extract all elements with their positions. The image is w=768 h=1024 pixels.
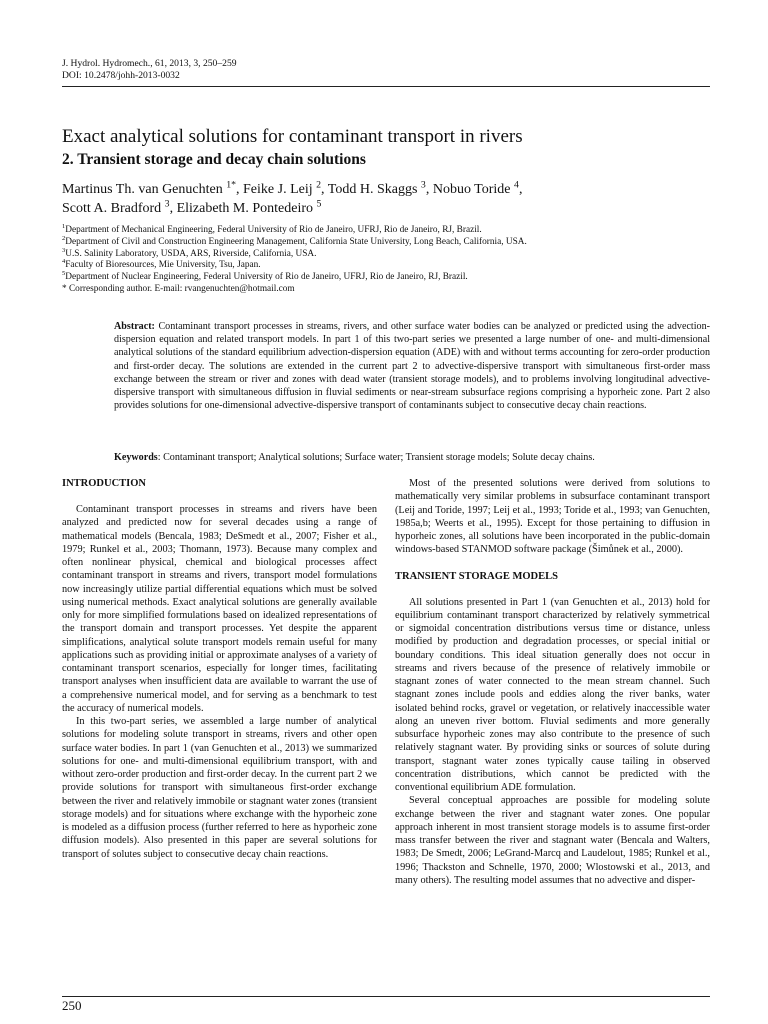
header-rule: [62, 86, 710, 87]
affiliation: $^5$Department of Nuclear Engineering, Federal University of Rio de Janeiro, UFRJ, Rio de Janeiro, RJ, Brazil.: [62, 270, 468, 283]
paragraph: Most of the presented solutions were derived from solutions to mathematically very similar problems in subsurface contaminant transport (Leij and Toride, 1997; Leij et al., 1993; Toride et al., 1993; van Genuchten, 1985a,b; Weerts et al., 1995). Except for those pertaining to diffusion in hyporheic zones, all solutions have been incorporated in the public-domain windows-based STANMOD software package (Šimůnek et al., 2000).: [395, 478, 710, 556]
author: Todd H. Skaggs $^3$,: [327, 179, 433, 197]
keywords: [114, 451, 710, 464]
section-heading-transient-storage: TRANSIENT STORAGE MODELS: [395, 570, 558, 582]
abstract: [114, 320, 710, 412]
author-list: [62, 180, 710, 218]
section-heading-introduction: INTRODUCTION: [62, 478, 147, 489]
abstract-label: Abstract:: [114, 321, 155, 332]
paper-title: Exact analytical solutions for contaminant transport in rivers: [62, 126, 523, 147]
doi-line: DOI: 10.2478/johh-2013-0032: [62, 70, 180, 82]
paper-subtitle: 2. Transient storage and decay chain solutions: [62, 151, 366, 168]
affiliation: $^4$Faculty of Bioresources, Mie University, Tsu, Japan.: [62, 258, 261, 271]
affiliations: [62, 222, 710, 296]
paragraph: All solutions presented in Part 1 (van Genuchten et al., 2013) hold for equilibrium contaminant transport characterized by relatively symmetrical or sigmoidal concentration distributions versus time or distance, unless modified by production and degradation processes, or special initial or boundary conditions. This ideal situation generally does not occur in streams and rivers because of the presence of relatively immobile or stagnant zones of water connected to the mean stream channel. Such stagnant zones include pools and eddies along the river banks, water isolated behind rocks, gravel or vegetation, or relatively inaccessible water along an uneven river bottom. Fluvial sediments and more generally subsurface hyporheic zones may also contribute to the presence of such relatively stagnant water. By providing sinks or sources of solute during transport, stagnant water zones typically cause tailing in observed concentration distributions, which cannot be predicted with the conventional equilibrium ADE formulation.: [395, 596, 710, 793]
affiliation: $^2$Department of Civil and Construction Engineering Management, California State University, Long Beach, California, USA.: [62, 234, 527, 247]
paragraph: Contaminant transport processes in streams and rivers have been analyzed and predicted now for several decades using a range of mathematical models (Bencala, 1983; DeSmedt et al., 2007; Fisher et al., 1979; Runkel et al., 2003; Thomann, 1973). Because many complex and often nonlinear physical, chemical and biological processes affect contaminant transport in streams and rivers, transport model formulations now increasingly utilize partial differential equations which must be solved using numerical methods. Exact analytical solutions are generally available only for more simplified formulations based on idealized representations of the transport domain and transport processes. Yet despite the apparent simplifications, analytical solute transport models remain useful for many applications such as providing initial or approximate analyses of a variety of contaminant transport scenarios, especially for longer times, facilitating transport analyses when insufficient data are available to warrant the use of a comprehensive numerical model, and for serving as a benchmark to test the accuracy of numerical models.: [62, 504, 377, 714]
paragraph: In this two-part series, we assembled a large number of analytical solutions for modeling solute transport in streams, rivers and other open surface water bodies. In part 1 (van Genuchten et al., 2013) we summarized solutions for one- and multi-dimensional equilibrium transport, with and without zero-order production and first-order decay. In the current part 2 we provide solutions for transport with simultaneous first-order exchange between the river and relatively immobile or stagnant water zones (transient storage models) and for situations where exchange with the hyporheic zone is modeled as a diffusion process (further referred to here as hyporheic zone diffusion models). Also presented in this paper are several solutions for transport of solutes subject to consecutive decay chain reactions.: [62, 716, 377, 860]
author: Elizabeth M. Pontedeiro $^5$: [176, 198, 322, 216]
author: Feike J. Leij $^2$,: [243, 179, 328, 197]
corresponding-author: * Corresponding author. E-mail: rvangenuchten@hotmail.com: [62, 283, 295, 294]
affiliation: $^1$Department of Mechanical Engineering, Federal University of Rio de Janeiro, UFRJ, Rio de Janeiro, RJ, Brazil.: [62, 222, 482, 235]
author: Martinus Th. van Genuchten $^{1*}$,: [62, 179, 244, 197]
abstract-text: Contaminant transport processes in streams, rivers, and other surface water bodies can be analyzed or predicted using the advection-dispersion equation and related transport models. In part 1 of this two-part series we presented a large number of one- and multi-dimensional analytical solutions of the standard equilibrium advection-dispersion equation (ADE) with and without terms accounting for zero-order production and first-order decay. The solutions are extended in the current part 2 to advective-dispersive transport with simultaneous first-order mass exchange between the stream or river and zones with dead water (transient storage models), and to problems involving longitudinal advective-dispersive transport with simultaneous diffusion in fluvial sediments or near-stream subsurface regions comprising a hyporheic zone. Part 2 also provides solutions for one-dimensional advective-dispersive transport of contaminants subject to consecutive decay chain reactions.: [114, 321, 710, 412]
left-column: [62, 477, 377, 861]
affiliation: $^3$U.S. Salinity Laboratory, USDA, ARS, Riverside, California, USA.: [62, 246, 317, 259]
keywords-text: : Contaminant transport; Analytical solutions; Surface water; Transient storage models; Solute decay chains.: [157, 452, 595, 463]
author: Scott A. Bradford $^3$,: [62, 198, 177, 216]
paragraph: Several conceptual approaches are possible for modeling solute exchange between the river and stagnant water zones. One popular approach inherent in most transient storage models is to assume first-order mass transfer between the river and stagnant water (Bencala and Walters, 1983; De Smedt, 2006; LeGrand-Marcq and Laudelout, 1985; Runkel et al., 1996; Thackston and Schnelle, 1970, 2000; Wlostowski et al., 2013, and many others). The resulting model assumes that no advective and disper-: [395, 795, 710, 886]
author: Nobuo Toride $^4$,: [432, 179, 523, 197]
journal-line: J. Hydrol. Hydromech., 61, 2013, 3, 250–259: [62, 58, 237, 69]
footer-rule: [62, 996, 710, 997]
journal-citation: [62, 58, 237, 83]
keywords-label: Keywords: [114, 452, 158, 463]
page-number: 250: [62, 998, 82, 1013]
right-column: [395, 477, 710, 887]
